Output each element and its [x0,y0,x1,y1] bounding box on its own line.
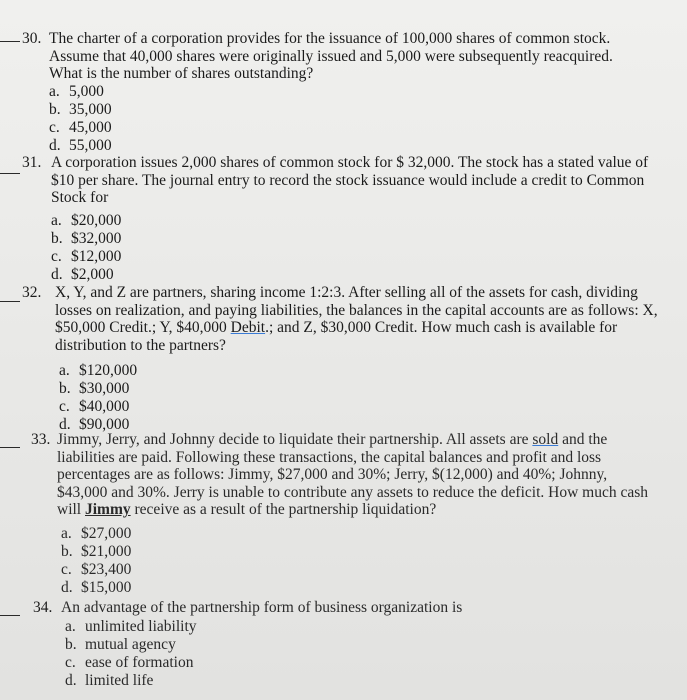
option-a: a. unlimited liability [65,618,197,635]
stem-line: $10 per share. The journal entry to record the stock issuance would include a credit to Common [51,171,645,189]
option-c: c. $12,000 [51,248,122,265]
option-a: a. $120,000 [59,362,138,379]
stem-line: Assume that 40,000 shares were originally issued and 5,000 were subsequently reacquired. [49,47,613,65]
option-b: b. $32,000 [51,230,122,247]
option-d: d. limited life [65,672,154,689]
underlined-word: sold [532,431,559,448]
answer-blank [0,173,20,174]
option-b: b. $30,000 [59,380,130,397]
stem-line: X, Y, and Z are partners, sharing income 1:2:3. After selling all of the assets for cash, dividing [55,284,638,301]
answer-blank [0,41,20,42]
stem-line: A corporation issues 2,000 shares of common stock for $ 32,000. The stock has a stated value of [51,154,649,171]
stem-line: distribution to the partners? [55,336,226,354]
question-number: 31. [22,154,42,171]
option-b: b. mutual agency [65,636,176,653]
stem-line: losses on realization, and paying liabilities, the balances in the capital accounts are as follows: X, [55,301,658,319]
stem-line: Stock for [51,189,109,207]
stem-line: What is the number of shares outstanding? [49,65,314,83]
underlined-word: Jimmy [85,501,131,519]
option-a: a. $27,000 [61,525,132,542]
stem-line: $43,000 and 30%. Jerry is unable to contribute any assets to reduce the deficit. How much cash [57,483,648,501]
option-d: d. 55,000 [49,137,112,154]
option-c: c. $40,000 [59,398,130,415]
option-d: d. $15,000 [61,579,132,596]
question-stem [61,599,462,617]
option-d: d. $2,000 [51,266,114,283]
question-number: 33. [31,431,51,448]
question-stem [51,154,648,207]
option-b: b. 35,000 [49,101,112,118]
stem-line: Jimmy, Jerry, and Johnny decide to liquidate their partnership. All assets are sold and the [57,431,608,448]
option-a: a. $20,000 [51,212,122,229]
question-stem [49,30,613,83]
question-number: 34. [33,599,53,616]
option-d: d. $90,000 [59,416,130,433]
stem-line: will Jimmy receive as a result of the partnership liquidation? [57,501,437,519]
option-c: c. $23,400 [61,561,132,578]
stem-line: $50,000 Credit.; Y, $40,000 Debit.; and Z, $30,000 Credit. How much cash is available for [55,319,618,337]
question-stem [55,284,658,354]
stem-line: percentages are as follows: Jimmy, $27,000 and 30%; Jerry, $(12,000) and 40%; Johnny, [57,466,608,484]
option-c: c. 45,000 [49,119,112,136]
option-b: b. $21,000 [61,543,132,560]
question-number: 32. [22,284,42,301]
option-c: c. ease of formation [65,654,194,671]
underlined-word: Debit [230,319,266,337]
stem-line: An advantage of the partnership form of business organization is [61,599,463,616]
answer-blank [0,447,20,448]
option-a: a. 5,000 [49,83,104,100]
stem-line: liabilities are paid. Following these transactions, the capital balances and profit and loss [57,448,602,466]
answer-blank [0,301,20,302]
answer-blank [0,615,20,616]
stem-line: The charter of a corporation provides for the issuance of 100,000 shares of common stock. [49,30,611,47]
question-stem [57,431,648,519]
question-number: 30. [22,30,42,47]
